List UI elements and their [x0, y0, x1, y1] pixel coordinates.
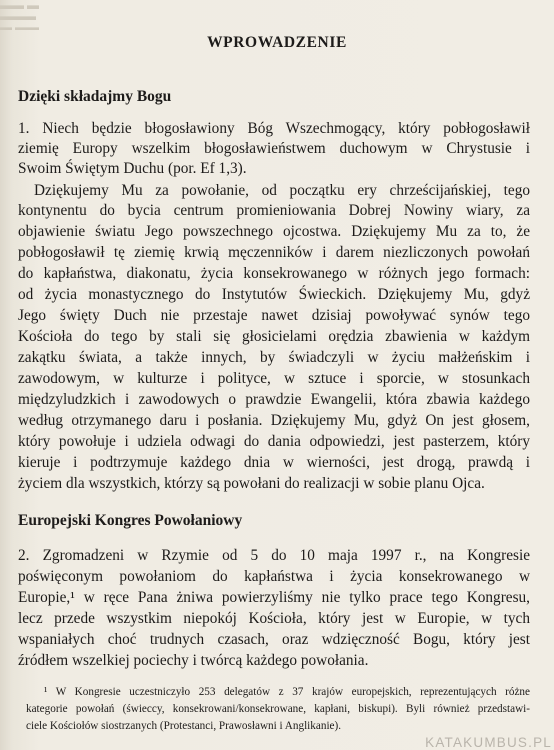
footnote-line: ¹ W Kongresie uczestniczyło 253 delegatów z 37 krajów europejskich, reprezentujących różne — [44, 686, 530, 698]
paragraph-line: według otrzymanego daru i posłania. Dziękujemy Mu, gdyż On jest głosem, — [18, 412, 530, 429]
paragraph-line: zawodowym, w kulturze i polityce, w sztuce i sporcie, w stosunkach — [18, 370, 530, 387]
footnote-line: kategorie powołań (świeccy, konsekrowani/konsekrowane, kapłani, biskupi). Byli również przedstawi- — [26, 703, 530, 715]
watermark: KATAKUMBUS.PL — [425, 735, 552, 750]
paragraph-line: 2. Zgromadzeni w Rzymie od 5 do 10 maja 1997 r., na Kongresie — [18, 547, 530, 564]
paragraph-line: pobłogosławił tę ziemię krwią męczenników i darem niezliczonych powołań — [18, 244, 530, 261]
section-heading-thanks: Dzięki składajmy Bogu — [18, 88, 172, 105]
paragraph-line: Kościoła do tego by stali się głosicielami orędzia zbawienia w każdym — [18, 328, 530, 345]
paragraph-line: zakątku świata, a także innych, by świadczyli w życiu małżeńskim i — [18, 349, 530, 366]
paragraph-line: kontynentu do bycia centrum promieniowania Dobrej Nowiny wiary, za — [18, 202, 530, 219]
page-title: WPROWADZENIE — [207, 34, 347, 51]
paragraph-line: poświęconym powołaniom do kapłaństwa i życia konsekrowanego w — [18, 568, 530, 585]
paragraph-line: objawienie światu Jego powszechnego ojcostwa. Dziękujemy Mu za to, że — [18, 223, 530, 240]
paragraph-line: Dziękujemy Mu za powołanie, od początku ery chrześcijańskiej, tego — [34, 182, 530, 199]
paragraph-line: Europie,¹ w ręce Pana żniwa powierzyliśmy nie tylko prace tego Kongresu, — [18, 589, 530, 606]
paragraph-line: do kapłaństwa, diakonatu, życia konsekrowanego w różnych jego formach: — [18, 265, 530, 282]
paragraph-line: międzyludzkich i zawodowych o prawdzie Ewangelii, która zbawia każdego — [18, 391, 530, 408]
paragraph-line: który powołuje i udziela odwagi do dania odpowiedzi, jest pasterzem, który — [18, 433, 530, 450]
paragraph-line: źródłem wszelkiej pociechy i twórcą każdego powołania. — [18, 652, 369, 669]
paragraph-line: wspaniałych choć trudnych czasach, oraz wdzięczność Bogu, który jest — [18, 631, 530, 648]
paragraph-line: życiem dla wszystkich, którzy są powołani do realizacji w sobie planu Ojca. — [18, 475, 485, 492]
paragraph-line: od życia monastycznego do Instytutów Świeckich. Dziękujemy Mu, gdyż — [18, 286, 530, 303]
paragraph-line: Jego święty Duch nie przestaje nawet dzisiaj powoływać synów tego — [18, 307, 530, 324]
paragraph-line: kieruje i podtrzymuje każdego dnia w wierności, jest drogą, prawdą i — [18, 454, 530, 471]
paragraph-line: ziemię Europy wszelkim błogosławieństwem duchowym w Chrystusie i — [18, 140, 530, 157]
section-heading-congress: Europejski Kongres Powołaniowy — [18, 512, 243, 529]
footnote-line: ciele Kościołów siostrzanych (Protestanci, Prawosławni i Anglikanie). — [26, 720, 342, 732]
bleed-through-text: ▬▬ ▬ ▬▬▬ ▬ ▬▬ — [0, 0, 39, 30]
paragraph-line: 1. Niech będzie błogosławiony Bóg Wszechmogący, który pobłogosławił — [18, 120, 530, 137]
paragraph-line: lecz przede wszystkim niepokój Kościoła, który jest w Europie, w tych — [18, 610, 530, 627]
paragraph-line: Swoim Świętym Duchu (por. Ef 1,3). — [18, 160, 247, 177]
